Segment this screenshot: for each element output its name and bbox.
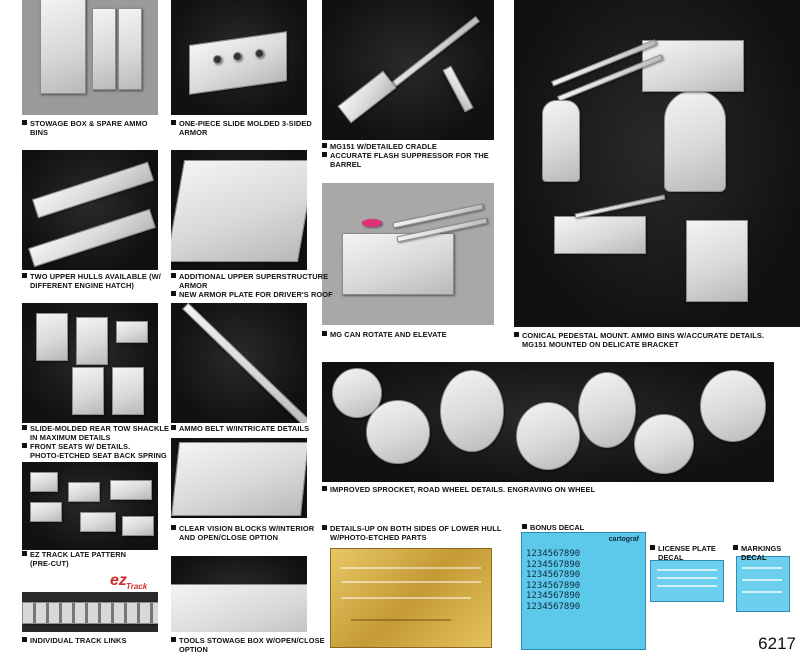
caption-mg-rotate: MG CAN ROTATE AND ELEVATE <box>322 330 447 339</box>
pedestal-mount-image <box>514 0 800 327</box>
vision-blocks-image <box>171 438 307 518</box>
caption-stowage: STOWAGE BOX & SPARE AMMO BINS <box>22 119 148 137</box>
bonus-decal-sheet <box>521 532 646 650</box>
three-sided-armor-image <box>171 0 307 115</box>
caption-armor: ONE-PIECE SLIDE MOLDED 3-SIDED ARMOR <box>171 119 312 137</box>
markings-decal-sheet <box>736 556 790 612</box>
tools-box-image <box>171 556 307 632</box>
caption-track-links: INDIVIDUAL TRACK LINKS <box>22 636 127 645</box>
mg151-cradle-image <box>322 0 494 140</box>
ez-track-logo-text: Track <box>126 582 148 591</box>
mg-rotate-image <box>322 183 494 325</box>
caption-vision-blocks: CLEAR VISION BLOCKS W/INTERIOR AND OPEN/CLOSE OPTION <box>171 524 314 542</box>
badge-markings: MARKINGS DECAL <box>733 544 781 562</box>
decal-brand: cartograf <box>608 536 639 543</box>
badge-license-plate: LICENSE PLATE DECAL <box>650 544 716 562</box>
caption-lower-hull: DETAILS-UP ON BOTH SIDES OF LOWER HULL W/PHOTO-ETCHED PARTS <box>322 524 501 542</box>
caption-pedestal: CONICAL PEDESTAL MOUNT. AMMO BINS W/ACCURATE DETAILS. MG151 MOUNTED ON DELICATE BRACKET <box>514 331 764 349</box>
caption-hulls: TWO UPPER HULLS AVAILABLE (W/ DIFFERENT ENGINE HATCH) <box>22 272 161 290</box>
photo-etch-sheet <box>330 548 492 648</box>
caption-ammo-belt: AMMO BELT W/INTRICATE DETAILS <box>171 424 309 433</box>
caption-tow-shackle: SLIDE-MOLDED REAR TOW SHACKLE IN MAXIMUM DETAILS FRONT SEATS W/ DETAILS. PHOTO-ETCHED SEAT BACK SPRING <box>22 424 169 460</box>
license-plate-decal-sheet <box>650 560 724 602</box>
sprocket-wheels-image <box>322 362 774 482</box>
caption-tools-box: TOOLS STOWAGE BOX W/OPEN/CLOSE OPTION <box>171 636 325 654</box>
caption-superstructure: ADDITIONAL UPPER SUPERSTRUCTURE ARMOR NEW ARMOR PLATE FOR DRIVER'S ROOF <box>171 272 333 299</box>
ez-track-logo: ez Track <box>110 572 148 591</box>
track-links-image <box>22 592 158 632</box>
caption-mg151: MG151 W/DETAILED CRADLE ACCURATE FLASH SUPPRESSOR FOR THE BARREL <box>322 142 489 169</box>
ez-track-image <box>22 462 158 550</box>
stowage-box-image <box>22 0 158 115</box>
badge-bonus-decal: BONUS DECAL <box>522 523 584 532</box>
caption-sprocket: IMPROVED SPROCKET, ROAD WHEEL DETAILS. ENGRAVING ON WHEEL <box>322 485 595 494</box>
catalog-number: 6217 <box>758 634 796 653</box>
upper-hulls-image <box>22 150 158 270</box>
caption-ez-track: EZ TRACK LATE PATTERN (PRE-CUT) <box>22 550 126 568</box>
superstructure-image <box>171 150 307 270</box>
seats-shackle-image <box>22 303 158 423</box>
ammo-belt-image <box>171 303 307 423</box>
decal-numbers: 1234567890 1234567890 1234567890 1234567890 1234567890 1234567890 <box>526 549 581 612</box>
